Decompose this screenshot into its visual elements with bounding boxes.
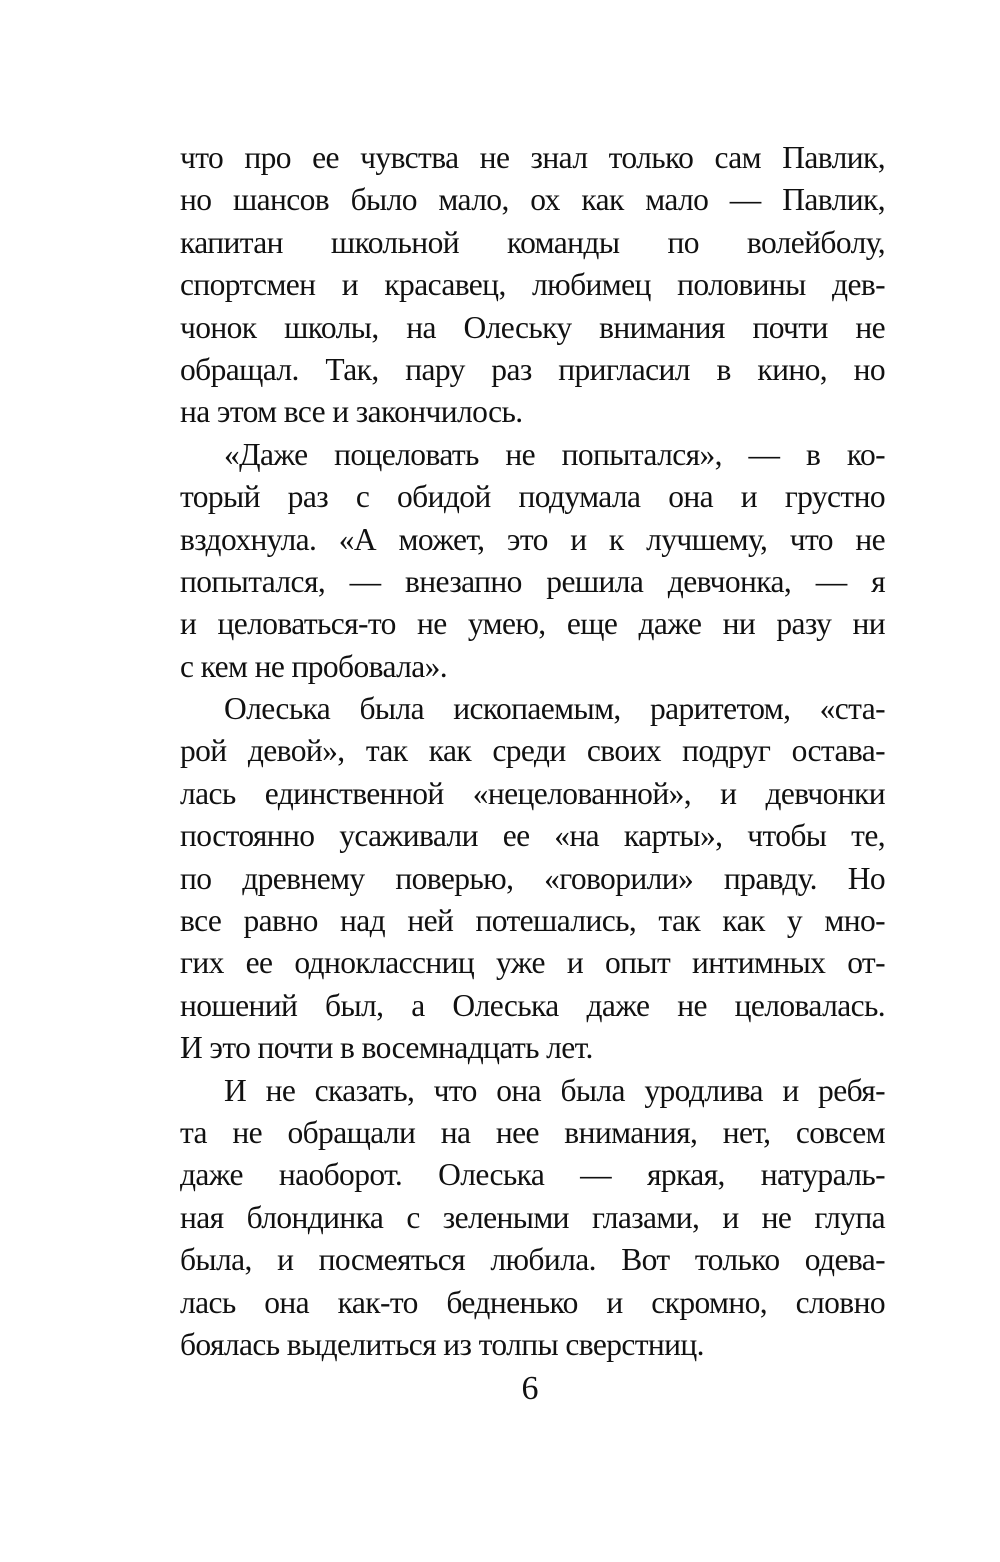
text-line: даже наоборот. Олеська — яркая, натураль- bbox=[180, 1157, 885, 1193]
text-line: все равно над ней потешались, так как у мно- bbox=[180, 903, 885, 939]
text-line: спортсмен и красавец, любимец половины дев- bbox=[180, 267, 885, 303]
text-line: гих ее одноклассниц уже и опыт интимных от- bbox=[180, 945, 885, 981]
text-line: попытался, — внезапно решила девчонка, — я bbox=[180, 563, 885, 599]
paragraph-3 bbox=[180, 688, 885, 1070]
text-line: капитан школьной команды по волейболу, bbox=[180, 224, 885, 260]
text-line: чонок школы, на Олеську внимания почти не bbox=[180, 309, 885, 345]
paragraph-2 bbox=[180, 434, 885, 688]
text-line: обращал. Так, пару раз пригласил в кино, но bbox=[180, 351, 885, 387]
text-line: торый раз с обидой подумала она и грустно bbox=[180, 479, 885, 515]
text-line: лась единственной «нецелованной», и девчонки bbox=[180, 775, 885, 811]
text-line: была, и посмеяться любила. Вот только одева- bbox=[180, 1242, 885, 1278]
text-line: на этом все и закончилось. bbox=[180, 394, 523, 430]
text-line: И не сказать, что она была уродлива и ребя- bbox=[224, 1072, 885, 1108]
text-line: и целоваться-то не умею, еще даже ни разу ни bbox=[180, 606, 885, 642]
text-line: И это почти в восемнадцать лет. bbox=[180, 1030, 593, 1066]
text-line: та не обращали на нее внимания, нет, совсем bbox=[180, 1114, 885, 1150]
text-line: вздохнула. «А может, это и к лучшему, что не bbox=[180, 521, 885, 557]
text-line: «Даже поцеловать не попытался», — в ко- bbox=[224, 436, 885, 472]
text-line: ная блондинка с зелеными глазами, и не глупа bbox=[180, 1199, 885, 1235]
text-line: лась она как-то бедненько и скромно, словно bbox=[180, 1284, 885, 1320]
text-line: но шансов было мало, ох как мало — Павлик, bbox=[180, 182, 885, 218]
page-number: 6 bbox=[521, 1370, 539, 1407]
paragraph-1 bbox=[180, 137, 885, 434]
text-line: боялась выделиться из толпы сверстниц. bbox=[180, 1326, 704, 1362]
text-line: постоянно усаживали ее «на карты», чтобы те, bbox=[180, 818, 885, 854]
text-line: рой девой», так как среди своих подруг остава- bbox=[180, 733, 885, 769]
text-line: что про ее чувства не знал только сам Павлик, bbox=[180, 140, 885, 175]
text-line: ношений был, а Олеська даже не целовалась. bbox=[180, 987, 885, 1023]
text-line: с кем не пробовала». bbox=[180, 648, 448, 684]
text-line: по древнему поверью, «говорили» правду. Но bbox=[180, 860, 885, 896]
body-text bbox=[180, 137, 885, 1366]
paragraph-4 bbox=[180, 1070, 885, 1367]
text-line: Олеська была ископаемым, раритетом, «ста- bbox=[224, 691, 885, 727]
